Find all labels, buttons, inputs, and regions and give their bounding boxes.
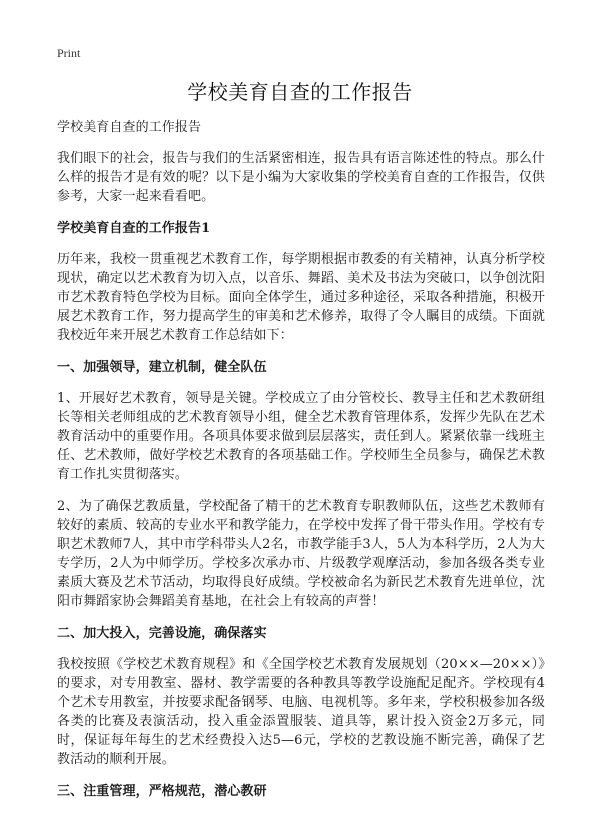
document-subtitle: 学校美育自查的工作报告 [57,120,202,135]
section-3-heading: 三、注重管理，严格规范，潜心教研 [57,784,267,799]
page-title: 学校美育自查的工作报告 [187,80,413,104]
document-body [57,118,545,813]
print-label[interactable]: Print [57,46,81,60]
section-1-paragraph-2: 2、为了确保艺教质量，学校配备了精干的艺术教育专职教师队伍，这些艺术教师有较好的素质、较高的专业水平和教学能力，在学校中发挥了骨干带头作用。学校有专职艺术教师7人，其中市学科带头人2名，市教学能手3人，5人为本科学历，2人为大专学历，2人为中师学历。学校多次承办市、片级教学观摩活动，参加各级各类专业素质大赛及艺术节活动，均取得良好成绩。学校被命名为新民艺术教育先进单位，沈阳市舞蹈家协会舞蹈美育基地，在社会上有较高的声誉！ [57,499,545,609]
section-1-heading: 一、加强领导，建立机制，健全队伍 [57,360,267,375]
section-1-paragraph-1: 1、开展好艺术教育，领导是关键。学校成立了由分管校长、教导主任和艺术教研组长等相关老师组成的艺术教育领导小组，健全艺术教育管理体系，发挥少先队在艺术教育活动中的重要作用。各项具体要求做到层层落实，责任到人。紧紧依靠一线班主任、艺术教师，做好学校艺术教育的各项基础工作。学校师生全员参与，确保艺术教育工作扎实贯彻落实。 [57,391,545,482]
section-2-paragraph-1: 我校按照《学校艺术教育规程》和《全国学校艺术教育发展规划（20××—20××）》的要求，对专用教室、器材、教学需要的各种教具等教学设施配足配齐。学校现有4个艺术专用教室，并按要求配备钢琴、电脑、电视机等。多年来，学校积极参加各级各类的比赛及表演活动，投入重金添置服装、道具等，累计投入资金2万多元，同时，保证每年每生的艺术经费投入达5—6元，学校的艺教设施不断完善，确保了艺教活动的顺利开展。 [57,657,545,767]
report-heading: 学校美育自查的工作报告1 [57,221,211,236]
intro-paragraph: 我们眼下的社会，报告与我们的生活紧密相连，报告具有语言陈述性的特点。那么什么样的报告才是有效的呢？以下是小编为大家收集的学校美育自查的工作报告，仅供参考，大家一起来看看吧。 [57,151,545,204]
report-intro-paragraph: 历年来，我校一贯重视艺术教育工作，每学期根据市教委的有关精神，认真分析学校现状，确定以艺术教育为切入点，以音乐、舞蹈、美术及书法为突破口，以争创沈阳市艺术教育特色学校为目标。面向全体学生，通过多种途径，采取各种措施，积极开展艺术教育工作，努力提高学生的审美和艺术修养，取得了令人瞩目的成绩。下面就我校近年来开展艺术教育工作总结如下： [57,252,545,343]
section-2-heading: 二、加大投入，完善设施，确保落实 [57,626,267,641]
